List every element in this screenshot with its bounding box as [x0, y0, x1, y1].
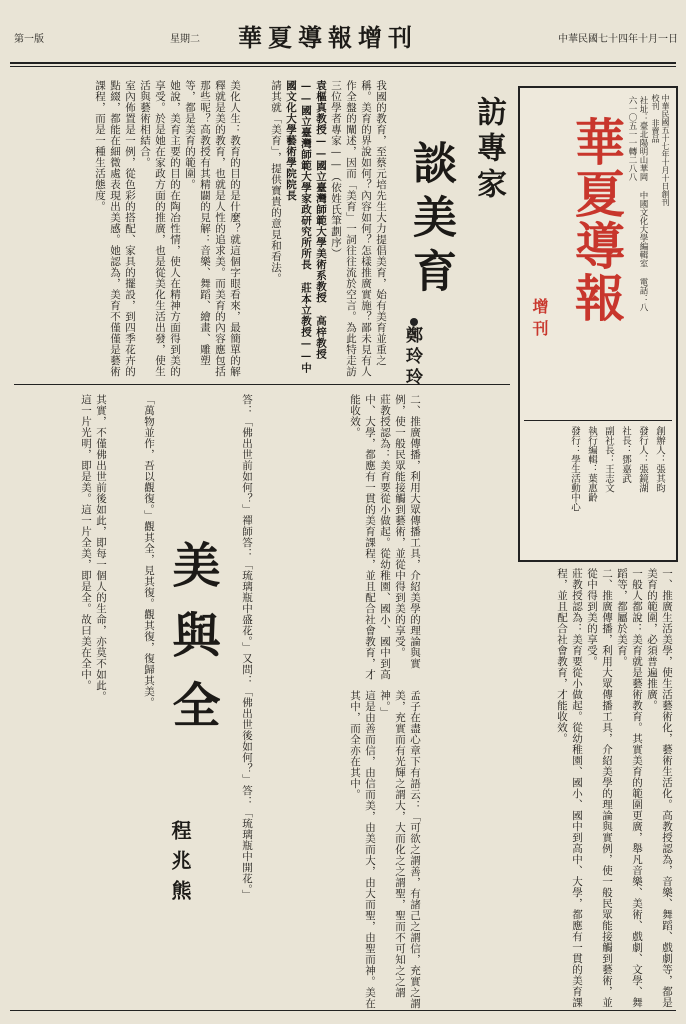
essay-paragraph: 「萬物並作，吾以觀復。」觀其全，見其復。觀其復，復歸其美。 [143, 394, 155, 708]
article-paragraph: 請其就「美育」，提供寶貴的意見和看法。 [270, 80, 282, 284]
staff-item: 社長：鄧嘉武 [620, 426, 631, 483]
essay-col-lower [256, 690, 422, 1010]
issue-date: 中華民國七十四年十月一日 [558, 34, 678, 45]
article-paragraph: 美化人生：教育的目的是什麼？就這個字眼看來，最簡單的解釋就是美的教育，也就是人性的追求美。而美育的內容應包括那些呢？高教授有其精闢的見解：音樂、舞蹈、繪畫、雕塑等，都是美育的範圍。 [184, 80, 241, 377]
right-lower-text [430, 568, 674, 1008]
header-rule [10, 62, 676, 64]
paper-name: 華夏導報增刊 [238, 23, 418, 52]
body-paragraph: 莊教授認為：美育要從小做起。從幼稚園、國小、國中到高中、大學，都應有一貫的美育課程，並且配合社會教育，才能收效。 [556, 568, 583, 1008]
essay-paragraph: 答：「佛出世前如何？」禪師答：「琉璃瓶中盛花。」又問：「佛出世後如何？」答：「琉璃瓶中開花。」 [241, 394, 253, 901]
essay-paragraph: 其實，不僅佛出世前後如此，即每一個人的生命，亦莫不如此。 [95, 394, 107, 702]
article-paragraph: 室內佈置是一例，從色彩的搭配、家具的擺設，到四季花卉的點綴，都能在細微處表現出美感。她認為，美育不僅僅是藝術課程，而是一種生活態度。 [94, 80, 136, 377]
essay-byline: 程兆熊 [168, 820, 192, 910]
body-paragraph: 二、推廣傳播，利用大眾傳播工具，介紹美學的理論與實例，使一般民眾能接觸到藝術，並從中得到美的享受。 [586, 568, 613, 1008]
staff-item: 發行人：張鏡湖 [637, 426, 648, 493]
essay-col [110, 394, 156, 994]
staff-item: 副社長：王志文 [603, 426, 614, 493]
middle-text [256, 394, 422, 684]
body-paragraph: 二、推廣傳播，利用大眾傳播工具，介紹美學的理論與實例，使一般民眾能接觸到藝術，並從中得到美的享受。 [394, 394, 421, 669]
essay-title: 美與全 [164, 540, 220, 750]
byline-bullet-icon [410, 318, 418, 326]
essay-paragraph: 孟子在盡心章下有語云：「可欲之謂善，有諸己之謂信，充實之謂美，充實而有光輝之謂大，大而化之之謂聖，聖而不可知之之謂神。」 [379, 690, 421, 1009]
header-rule-thin [10, 66, 676, 67]
body-paragraph: 莊教授認為：美育要從小做起。從幼稚園、國小、國中到高中、大學，都應有一貫的美育課程，並且配合社會教育，才能收效。 [349, 394, 391, 680]
masthead-divider [524, 420, 672, 421]
staff-item: 執行編輯：葉惠齡 [586, 426, 597, 502]
staff-item: 創辦人：張其昀 [654, 426, 665, 493]
article-title: 談美育 [405, 140, 456, 302]
essay-col [12, 394, 108, 994]
essay-col [220, 394, 254, 994]
article-kicker: 訪專家 [471, 96, 506, 204]
address-text: 社址：臺北陽明山華岡 中國文化大學編輯室 電話：八六一〇五一一轉二八八 [627, 96, 648, 312]
body-paragraph: 一般人都說：美育就是藝術教育。其實美育的範圍更廣，舉凡音樂、美術、戲劇、文學、舞蹈等，都屬於美育。 [616, 568, 643, 1008]
edition-label: 增刊 [530, 298, 549, 342]
page-header [0, 0, 686, 62]
article-body [248, 80, 388, 380]
staff-list [526, 426, 668, 554]
footer-rule [10, 1010, 676, 1011]
article-paragraph: 她說，美育主要的目的在陶冶性情，使人在精神方面得到美的享受。於是她在家政方面的推廣，也是從美化生活出發，使生活與藝術相結合。 [139, 80, 181, 377]
registration-text: 中華民國五十七年十月十日創刊 校刊 非賣品 [651, 94, 670, 206]
article-paragraph: 我國的教育，至蔡元培先生大力提倡美育，始有美育並重之稱。美育的界說如何？內容如何？怎樣推廣實施？鄙未見有人作全盤的闡述，因而「美育」一詞往往流於空言。為此特走訪三位學者專家——（依姓氏筆劃序） [330, 80, 387, 377]
essay-paragraph: 這一片光明，即是美。這一片全美，即是全。故曰美在全中。 [80, 394, 92, 691]
staff-item: 發行：學生活動中心 [569, 426, 580, 512]
page-number: 第一版 [14, 34, 44, 45]
essay-paragraph: 這是由善而信，由信而美，由美而大，由大而聖，由聖而神。美在其中，而全亦在其中。 [349, 690, 376, 1009]
masthead-title: 華夏導報 [567, 116, 626, 324]
article-body-continued [20, 80, 242, 380]
article-byline: 鄭玲玲 [402, 326, 422, 389]
masthead-box [518, 86, 678, 562]
weekday: 星期二 [170, 34, 200, 45]
body-paragraph: 一、推廣生活美學，使生活藝術化，藝術生活化。高教授認為，音樂、舞蹈、戲劇等，都是美育的範圍，必須普遍推廣。 [646, 568, 673, 1008]
article-paragraph: 袁樞真教授——國立臺灣師範大學美術系教授 高梓教授——國立臺灣師範大學家政研究所所長 莊本立教授——中國文化大學藝術學院院長 [285, 80, 327, 374]
section-rule [14, 384, 510, 385]
